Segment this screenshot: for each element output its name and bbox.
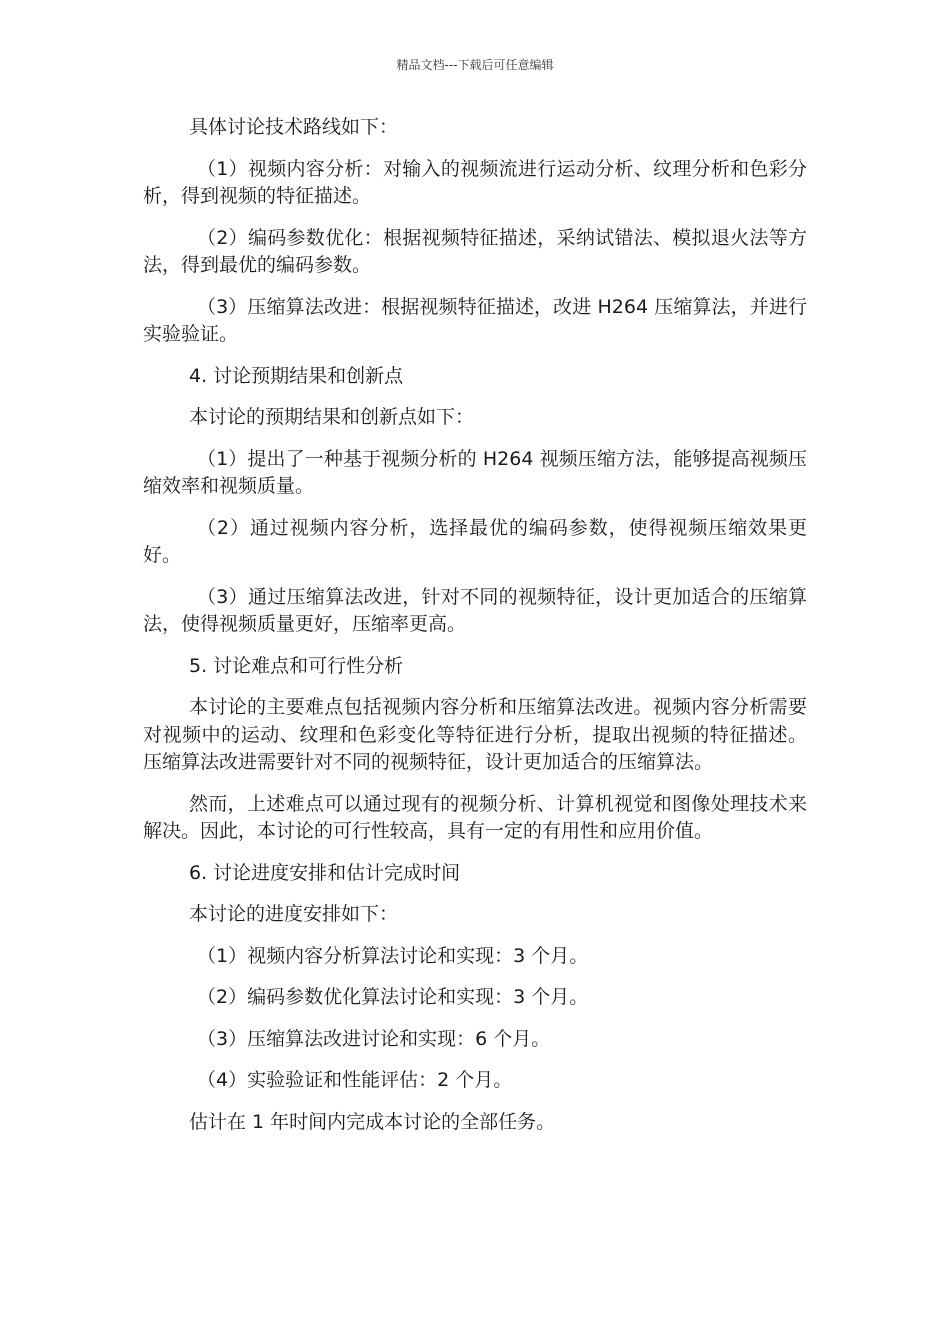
list-item-result-1: （1）提出了一种基于视频分析的 H264 视频压缩方法，能够提高视频压缩效率和视频质量。 [143, 447, 807, 497]
paragraph-expected-results-intro: 本讨论的预期结果和创新点如下： [189, 406, 475, 428]
list-item-result-3: （3）通过压缩算法改进，针对不同的视频特征，设计更加适合的压缩算法，使得视频质量更好，压缩率更高。 [143, 585, 807, 635]
paragraph-technical-route-intro: 具体讨论技术路线如下： [189, 116, 399, 138]
document-body [143, 114, 807, 1150]
paragraph-schedule-intro: 本讨论的进度安排如下： [189, 903, 399, 925]
list-item-schedule-4: （4）实验验证和性能评估：2 个月。 [197, 1069, 513, 1091]
section-heading-expected-results: 4. 讨论预期结果和创新点 [189, 364, 404, 387]
paragraph-feasibility: 然而，上述难点可以通过现有的视频分析、计算机视觉和图像处理技术来解决。因此，本讨论的可行性较高，具有一定的有用性和应用价值。 [143, 792, 807, 842]
list-item-video-content-analysis: （1）视频内容分析：对输入的视频流进行运动分析、纹理分析和色彩分析，得到视频的特征描述。 [143, 157, 807, 207]
page-header: 精品文档---下载后可任意编辑 [396, 58, 554, 72]
list-item-schedule-2: （2）编码参数优化算法讨论和实现：3 个月。 [197, 986, 589, 1008]
list-item-schedule-1: （1）视频内容分析算法讨论和实现：3 个月。 [197, 944, 589, 967]
list-item-result-2: （2）通过视频内容分析，选择最优的编码参数，使得视频压缩效果更好。 [143, 516, 807, 566]
section-heading-difficulties: 5. 讨论难点和可行性分析 [189, 654, 404, 677]
paragraph-completion-estimate: 估计在 1 年时间内完成本讨论的全部任务。 [189, 1110, 556, 1133]
section-heading-schedule: 6. 讨论进度安排和估计完成时间 [189, 861, 461, 884]
list-item-schedule-3: （3）压缩算法改进讨论和实现：6 个月。 [197, 1027, 551, 1050]
paragraph-difficulties: 本讨论的主要难点包括视频内容分析和压缩算法改进。视频内容分析需要对视频中的运动、纹理和色彩变化等特征进行分析，提取出视频的特征描述。压缩算法改进需要针对不同的视频特征，设计更加适合的压缩算法。 [143, 696, 807, 773]
list-item-compression-algorithm-improvement: （3）压缩算法改进：根据视频特征描述，改进 H264 压缩算法，并进行实验验证。 [143, 295, 807, 345]
list-item-encoding-param-optimization: （2）编码参数优化：根据视频特征描述，采纳试错法、模拟退火法等方法，得到最优的编码参数。 [143, 226, 807, 276]
